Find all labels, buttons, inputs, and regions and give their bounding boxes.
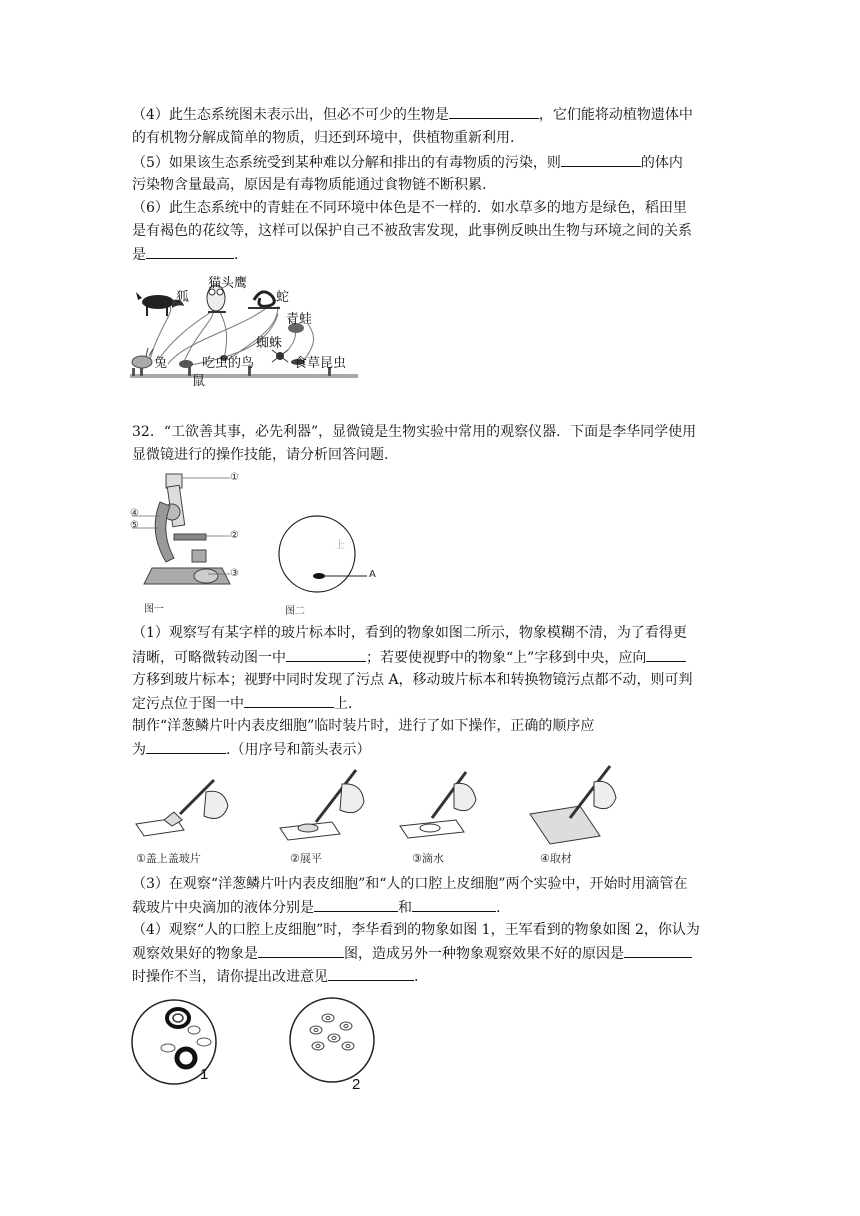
- label-frog: 青蛙: [286, 312, 313, 327]
- fig1-caption: 图一: [144, 604, 164, 615]
- q32-part1-line2: [132, 647, 686, 668]
- spider-icon: [272, 350, 288, 362]
- q32-part2-line1: [132, 716, 594, 736]
- cell-image-1-label: 1: [200, 1066, 209, 1083]
- answer-blank[interactable]: [646, 647, 686, 662]
- fig2-point-a: A: [369, 569, 376, 580]
- fig2-caption: 图二: [285, 606, 305, 617]
- q32-p1-text-b: 清晰，可略微转动图一中: [132, 650, 286, 666]
- q32-p3-text-a: （3）在观察“洋葱鳞片叶内表皮细胞”和“人的口腔上皮细胞”两个实验中，开始时用滴管在: [132, 876, 688, 892]
- answer-blank[interactable]: [449, 104, 539, 119]
- q31-p4-text-c: 的有机物分解成简单的物质，归还到环境中，供植物重新利用.: [132, 130, 515, 146]
- steps-illustration: [130, 762, 650, 848]
- label-snake: 蛇: [276, 290, 290, 305]
- cell-image-2: [288, 996, 388, 1096]
- label-rabbit: 兔: [154, 356, 168, 371]
- answer-blank[interactable]: [328, 966, 414, 981]
- q32-p4-text-d: 时操作不当，请你提出改进意见: [132, 969, 328, 985]
- q32-p4-text-b: 观察效果好的物象是: [132, 946, 258, 962]
- label-bird: 吃虫的鸟: [202, 356, 255, 371]
- q31-part5-line2: [132, 175, 486, 195]
- q32-p3-text-c: 和: [398, 900, 412, 916]
- q32-intro-line1: [132, 422, 696, 442]
- q32-p1-text-c: ；若要使视野中的物象“上”字移到中央，应向: [366, 650, 647, 666]
- q32-p4-text-a: （4）观察“人的口腔上皮细胞”时，李华看到的物象如图 1，王军看到的物象如图 2，你认为: [132, 922, 700, 938]
- answer-blank[interactable]: [146, 244, 234, 259]
- answer-blank[interactable]: [412, 897, 496, 912]
- q32-intro-line2: [132, 445, 388, 465]
- q31-part5-line1: [132, 152, 683, 173]
- answer-blank[interactable]: [561, 152, 641, 167]
- q31-p4-text-a: （4）此生态系统图未表示出，但必不可少的生物是: [132, 107, 449, 123]
- q32-part1-line3: [132, 670, 693, 690]
- q31-part6-line3: [132, 244, 238, 265]
- step-1-label: ①盖上盖玻片: [136, 852, 201, 865]
- label-owl: 猫头鹰: [208, 276, 248, 291]
- field-of-view-circle: [275, 508, 375, 616]
- step-3-label: ③滴水: [412, 852, 444, 865]
- label-spider: 蜘蛛: [256, 336, 283, 351]
- q32-part4-line3: [132, 966, 418, 987]
- q32-part2-line2: [132, 739, 370, 760]
- answer-blank[interactable]: [244, 693, 334, 708]
- q32-p1-text-d: 方移到玻片标本；视野中同时发现了污点 A，移动玻片标本和转换物镜污点都不动，则可判: [132, 672, 693, 688]
- fig1-callout-5: ⑤: [130, 520, 139, 531]
- cell-image-1-drawing: [128, 996, 228, 1092]
- cell-image-2-label: 2: [352, 1076, 361, 1093]
- answer-blank[interactable]: [314, 897, 398, 912]
- q32-part4-line2: [132, 943, 692, 964]
- mouse-icon: [179, 360, 193, 368]
- step-2-label: ②展平: [290, 852, 322, 865]
- q32-p2-text-c: .（用序号和箭头表示）: [226, 742, 371, 758]
- cell-image-2-drawing: [288, 996, 388, 1096]
- q31-p6-text-a: （6）此生态系统中的青蛙在不同环境中体色是不一样的．如水草多的地方是绿色，稻田里: [132, 200, 687, 216]
- q32-p4-text-e: .: [414, 969, 419, 985]
- fig2-char: 上: [335, 540, 345, 551]
- answer-blank[interactable]: [286, 647, 366, 662]
- q32-part3-line2: [132, 897, 500, 918]
- q32-p4-text-c: 图，造成另外一种物象观察效果不好的原因是: [344, 946, 624, 962]
- q32-p1-text-f: 上.: [334, 696, 353, 712]
- microscope-icon: [130, 472, 245, 612]
- rabbit-icon: [132, 348, 153, 368]
- step4-icon: [530, 766, 616, 844]
- q32-part4-line1: [132, 920, 700, 940]
- answer-blank[interactable]: [624, 943, 692, 958]
- label-insect: 食草昆虫: [294, 356, 347, 371]
- cell-image-1: [128, 996, 228, 1092]
- microscope-figure: [130, 472, 245, 615]
- q31-part4-line2: [132, 128, 514, 148]
- q32-p2-text-b: 为: [132, 742, 146, 758]
- q31-p4-text-b: ，它们能将动植物遗体中: [538, 107, 693, 123]
- fig1-callout-2: ②: [230, 530, 239, 541]
- q31-p6-text-c: 是: [132, 247, 146, 263]
- q32-p2-text-a: 制作“洋葱鳞片叶内表皮细胞”临时装片时，进行了如下操作，正确的顺序应: [132, 718, 595, 734]
- answer-blank[interactable]: [258, 943, 344, 958]
- fig1-callout-4: ④: [130, 508, 139, 519]
- q32-part1-line1: [132, 623, 687, 643]
- q31-p6-text-b: 是有褐色的花纹等，这样可以保护自己不被敌害发现，此事例反映出生物与环境之间的关系: [132, 223, 692, 239]
- q31-p5-text-a: （5）如果该生态系统受到某种难以分解和排出的有毒物质的污染，则: [132, 155, 561, 171]
- step3-icon: [400, 772, 476, 838]
- step2-icon: [280, 770, 364, 840]
- q32-intro-b: 显微镜进行的操作技能，请分析回答问题.: [132, 447, 389, 463]
- field-of-view-figure: [275, 508, 375, 616]
- q32-p1-text-e: 定污点位于图一中: [132, 696, 244, 712]
- q31-part6-line1: [132, 198, 687, 218]
- q31-part4-line1: [132, 104, 693, 125]
- q31-part6-line2: [132, 221, 692, 241]
- q32-p3-text-d: .: [496, 900, 501, 916]
- q31-p5-text-c: 污染物含量最高，原因是有毒物质能通过食物链不断积累.: [132, 177, 487, 193]
- q32-part1-line4: [132, 693, 352, 714]
- q31-p5-text-b: 的体内: [640, 155, 683, 171]
- fig1-callout-3: ③: [230, 568, 239, 579]
- q32-p1-text-a: （1）观察写有某字样的玻片标本时，看到的物象如图二所示，物象模糊不清，为了看得更: [132, 625, 687, 641]
- q32-part3-line1: [132, 874, 688, 894]
- label-fox: 狐: [176, 290, 190, 305]
- answer-blank[interactable]: [146, 739, 226, 754]
- food-web-figure: [128, 268, 360, 390]
- fig1-callout-1: ①: [230, 472, 239, 483]
- step-4-label: ④取材: [540, 852, 572, 865]
- q32-intro-a: 32．“工欲善其事，必先利器”，显微镜是生物实验中常用的观察仪器．下面是李华同学使用: [132, 424, 697, 440]
- q31-p6-text-d: .: [234, 247, 239, 263]
- label-mouse: 鼠: [192, 374, 206, 389]
- step1-icon: [136, 780, 228, 836]
- slide-preparation-steps: [130, 762, 650, 866]
- q32-p3-text-b: 载玻片中央滴加的液体分别是: [132, 900, 314, 916]
